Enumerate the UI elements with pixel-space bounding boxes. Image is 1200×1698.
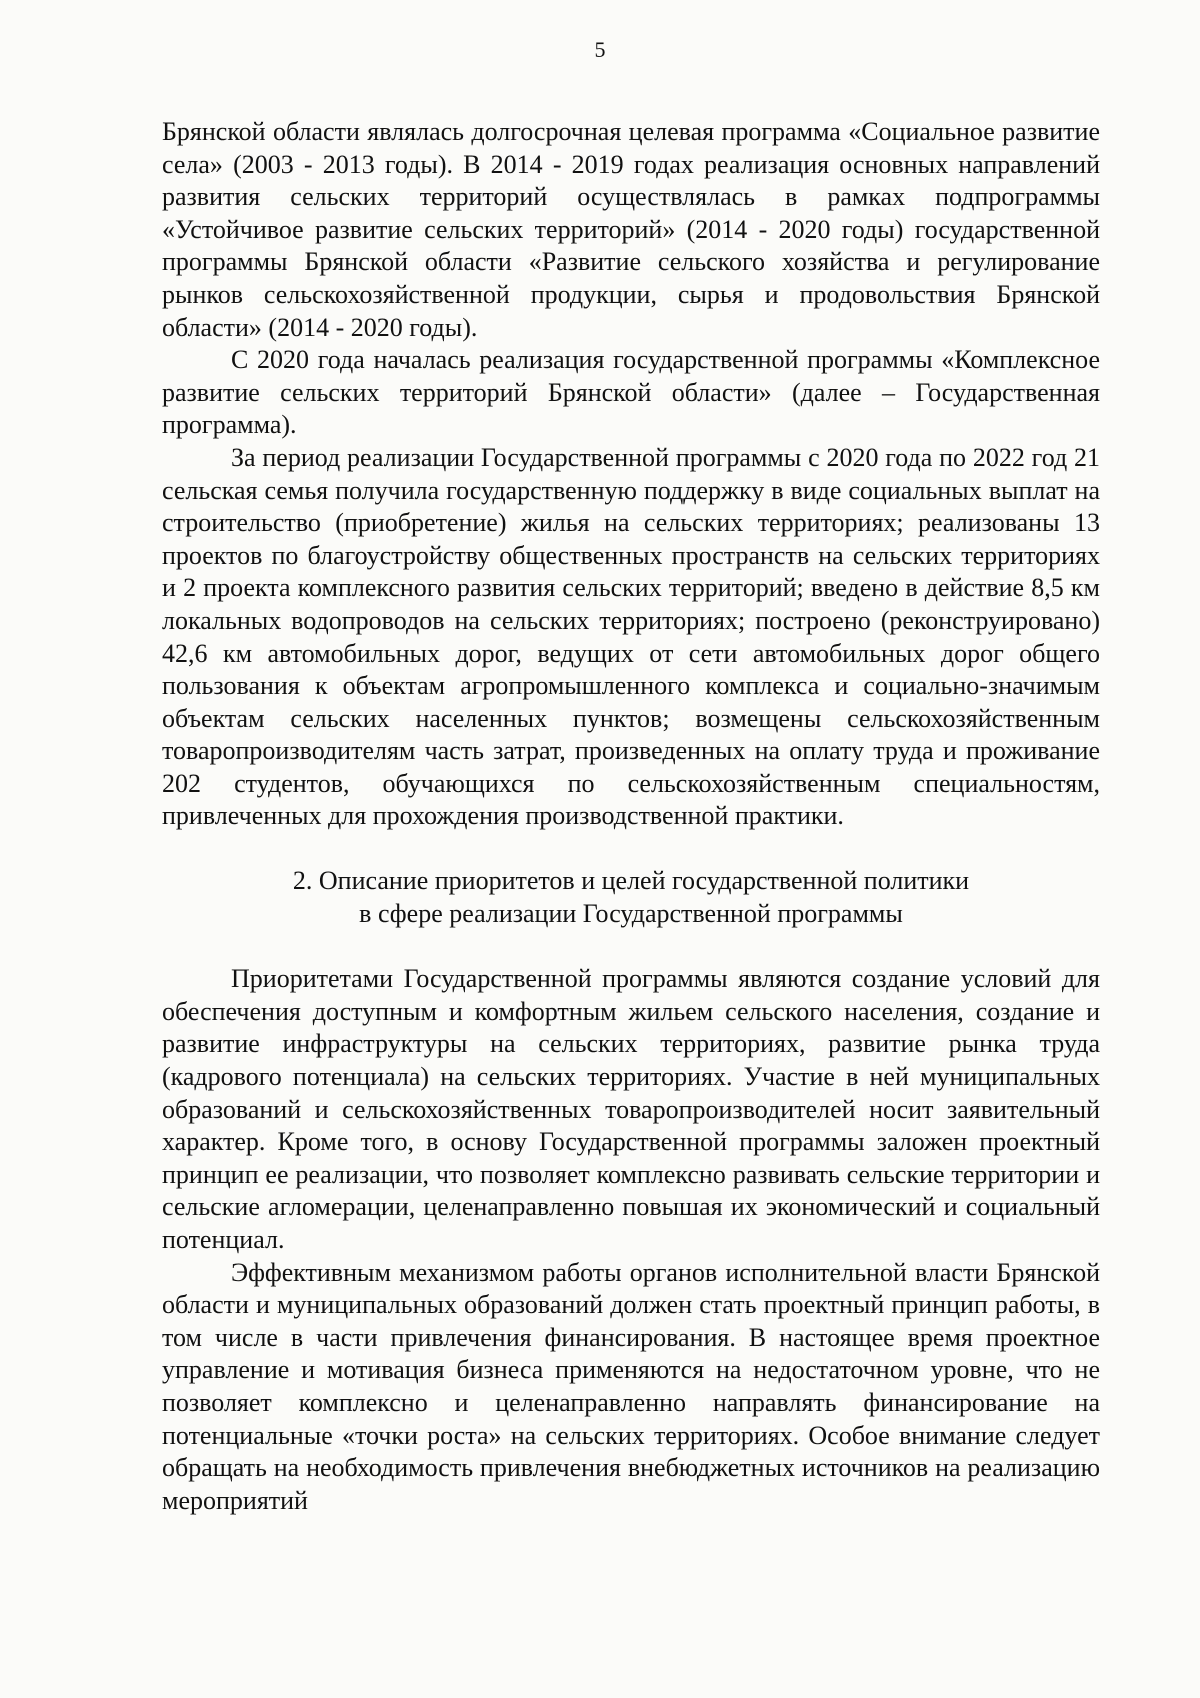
document-body xyxy=(162,116,1100,1517)
paragraph-program-start: С 2020 года началась реализация государственной программы «Комплексное развитие сельских территорий Брянской области» (далее – Государственная программа). xyxy=(162,345,1100,440)
paragraph-priorities: Приоритетами Государственной программы являются создание условий для обеспечения доступным и комфортным жильем сельского населения, создание и развитие инфраструктуры на сельских территориях, развитие рынка труда (кадрового потенциала) на сельских территориях. Участие в ней муниципальных образований и сельскохозяйственных товаропроизводителей носит заявительный характер. Кроме того, в основу Государственной программы заложен проектный принцип ее реализации, что позволяет комплексно развивать сельские территории и сельские агломерации, целенаправленно повышая их экономический и социальный потенциал. xyxy=(162,964,1100,1254)
section-heading xyxy=(162,865,1100,930)
section-heading-line-1: 2. Описание приоритетов и целей государственной политики xyxy=(292,866,970,896)
paragraph-results: За период реализации Государственной программы с 2020 года по 2022 год 21 сельская семья получила государственную поддержку в виде социальных выплат на строительство (приобретение) жилья на сельских территориях; реализованы 13 проектов по благоустройству общественных пространств на сельских территориях и 2 проекта комплексного развития сельских территорий; введено в действие 8,5 км локальных водопроводов на сельских территориях; построено (реконструировано) 42,6 км автомобильных дорог, ведущих от сети автомобильных дорог общего пользования к объектам агропромышленного комплекса и социально-значимым объектам сельских населенных пунктов; возмещены сельскохозяйственным товаропроизводителям часть затрат, произведенных на оплату труда и проживание 202 студентов, обучающихся по сельскохозяйственным специальностям, привлеченных для прохождения производственной практики. xyxy=(162,442,1100,831)
paragraph-continuation: Брянской области являлась долгосрочная целевая программа «Социальное развитие села» (2003 - 2013 годы). В 2014 - 2019 годах реализация основных направлений развития сельских территорий осуществлялась в рамках подпрограммы «Устойчивое развитие сельских территорий» (2014 - 2020 годы) государственной программы Брянской области «Развитие сельского хозяйства и регулирование рынков сельскохозяйственной продукции, сырья и продовольствия Брянской области» (2014 - 2020 годы). xyxy=(162,117,1100,342)
paragraph-mechanism: Эффективным механизмом работы органов исполнительной власти Брянской области и муниципальных образований должен стать проектный принцип работы, в том числе в части привлечения финансирования. В настоящее время проектное управление и мотивация бизнеса применяются на недостаточном уровне, что не позволяет комплексно и целенаправленно направлять финансирование на потенциальные «точки роста» на сельских территориях. Особое внимание следует обращать на необходимость привлечения внебюджетных источников на реализацию мероприятий xyxy=(162,1257,1100,1515)
section-heading-line-2: в сфере реализации Государственной программы xyxy=(359,898,903,928)
page-number: 5 xyxy=(594,37,606,62)
